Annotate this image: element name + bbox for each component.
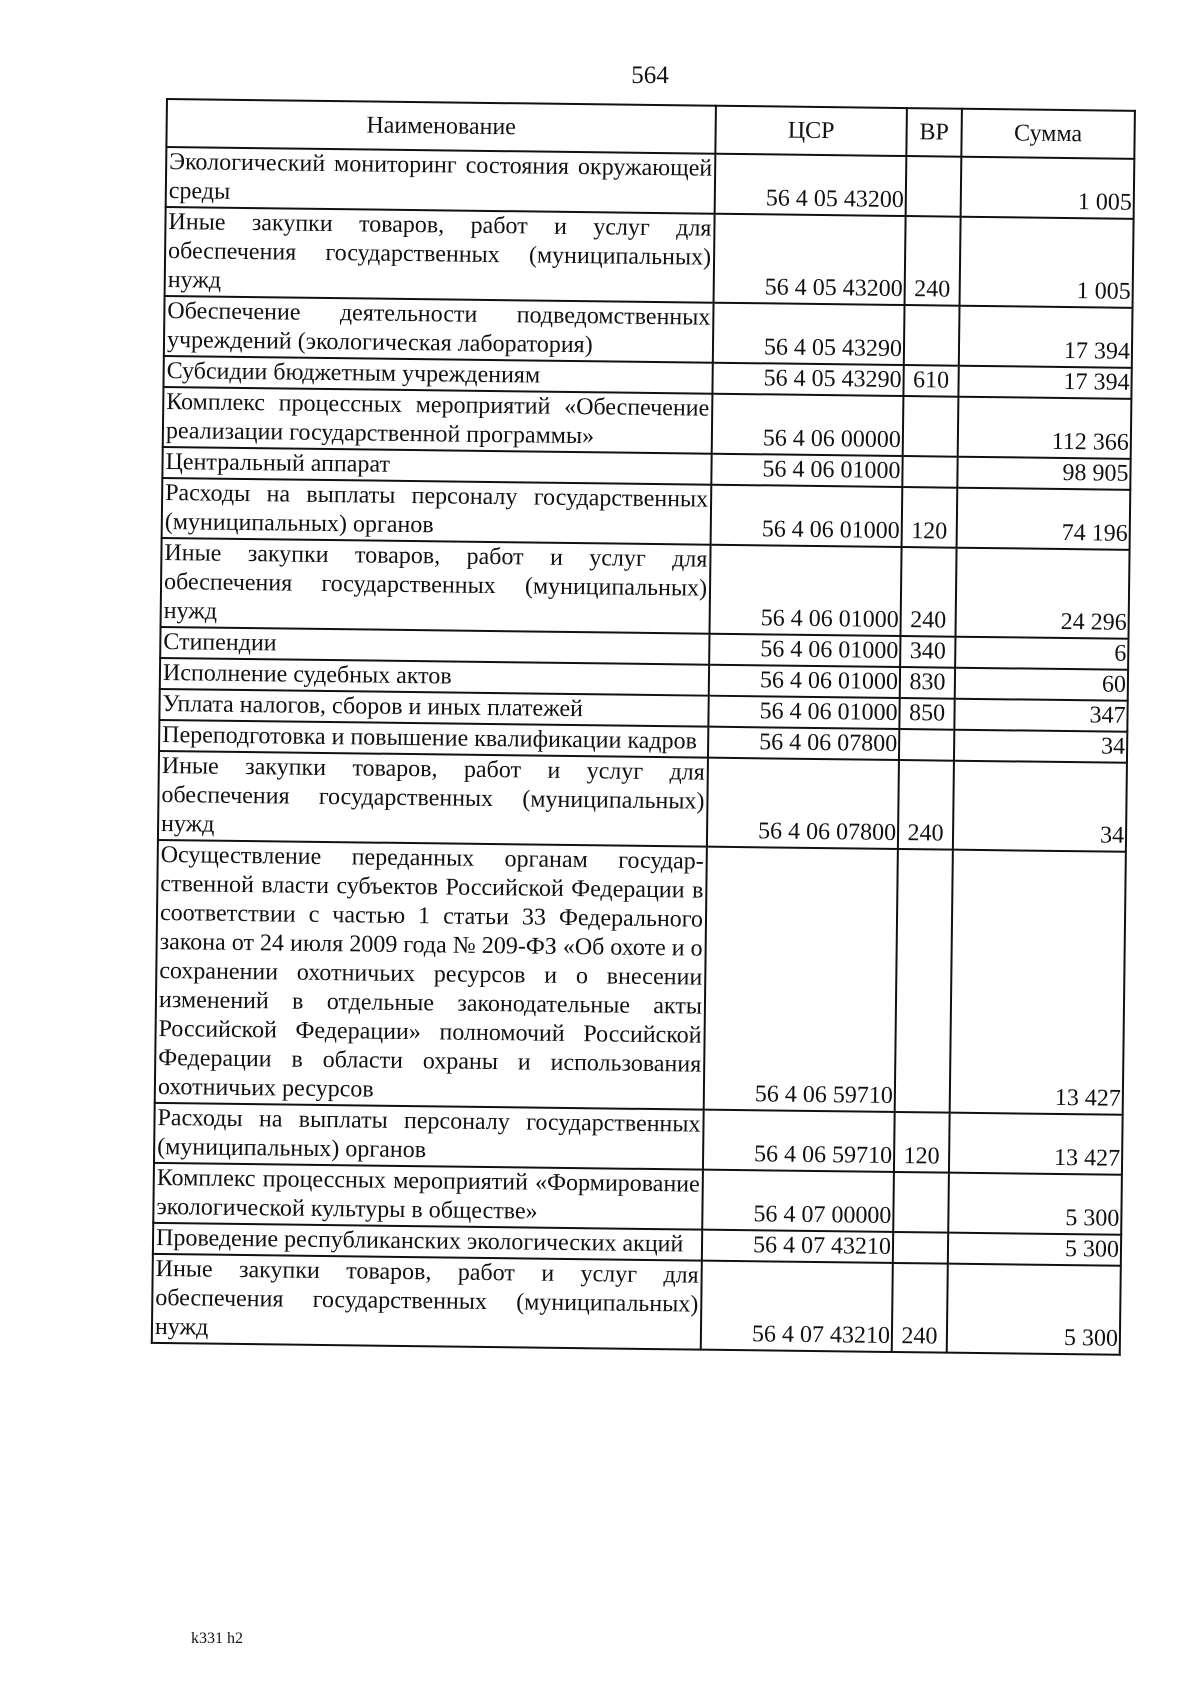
table-row: [158, 751, 1127, 852]
cell-sum: 13 427: [950, 850, 1126, 1115]
cell-csr: 56 4 05 43290: [713, 303, 905, 365]
budget-table-container: [151, 98, 1134, 1356]
cell-vr: 340: [900, 636, 955, 668]
cell-vr: 120: [902, 487, 958, 548]
cell-vr: 610: [903, 365, 958, 397]
cell-csr: 56 4 06 07800: [708, 727, 899, 760]
cell-csr: 56 4 07 43210: [701, 1261, 893, 1352]
cell-name: Исполнение судебных актов: [160, 658, 709, 696]
footer-code: k331 h2: [191, 1630, 243, 1647]
cell-csr: 56 4 06 01000: [709, 545, 901, 636]
cell-vr: [906, 156, 962, 217]
cell-name: Комплекс процессных мероприятий «Обеспечение реализации государственной программы»: [163, 387, 713, 454]
table-row: [155, 840, 1126, 1115]
cell-csr: 56 4 07 00000: [702, 1170, 894, 1232]
cell-sum: 17 394: [958, 366, 1131, 399]
cell-csr: 56 4 07 43210: [702, 1230, 893, 1263]
cell-name: Уплата налогов, сборов и иных платежей: [159, 689, 708, 727]
cell-sum: 112 366: [958, 397, 1132, 459]
cell-sum: 1 005: [961, 157, 1135, 219]
cell-name: Иные закупки товаров, работ и услуг для обеспечения государственных (муниципальных) нужд: [152, 1254, 702, 1350]
cell-vr: 830: [900, 667, 955, 699]
cell-csr: 56 4 06 59710: [703, 1110, 895, 1172]
cell-vr: [895, 849, 953, 1113]
cell-csr: 56 4 06 01000: [711, 485, 903, 547]
cell-sum: 60: [955, 668, 1128, 701]
cell-vr: 240: [898, 760, 954, 850]
cell-name: Центральный аппарат: [162, 447, 711, 485]
cell-sum: 34: [953, 761, 1127, 852]
cell-vr: 240: [900, 547, 956, 637]
cell-name: Проведение республиканских экологических акций: [153, 1223, 702, 1261]
cell-name: Расходы на выплаты персоналу государственных (муниципальных) органов: [162, 478, 712, 545]
cell-vr: 240: [892, 1263, 948, 1353]
cell-vr: [893, 1172, 949, 1233]
table-row: [161, 538, 1130, 639]
cell-name: Иные закупки товаров, работ и услуг для обеспечения государственных (муниципальных) нужд: [158, 751, 708, 847]
header-vr: ВР: [906, 108, 962, 157]
cell-vr: 240: [905, 216, 961, 306]
cell-sum: 98 905: [957, 457, 1130, 490]
cell-name: Субсидии бюджетным учреждениям: [163, 356, 712, 394]
cell-name: Экологический мониторинг состояния окружающей среды: [166, 147, 716, 214]
cell-csr: 56 4 05 43200: [715, 154, 907, 216]
cell-sum: 17 394: [959, 306, 1133, 368]
cell-sum: 13 427: [949, 1113, 1123, 1175]
header-sum: Сумма: [961, 109, 1135, 159]
cell-vr: 850: [899, 698, 954, 730]
cell-vr: [899, 729, 954, 761]
cell-sum: 74 196: [957, 488, 1131, 550]
cell-name: Обеспечение деятельности подведомственных учреждений (экологическая лаборатория): [164, 296, 714, 363]
cell-name: Иные закупки товаров, работ и услуг для обеспечения государственных (муниципальных) нужд: [161, 538, 711, 634]
cell-sum: 1 005: [960, 217, 1134, 308]
cell-sum: 5 300: [948, 1233, 1121, 1266]
cell-name: Стипендии: [160, 627, 709, 665]
cell-sum: 34: [954, 730, 1127, 763]
cell-name: Иные закупки товаров, работ и услуг для обеспечения государственных (муниципальных) нужд: [165, 207, 715, 303]
cell-csr: 56 4 05 43290: [712, 363, 903, 396]
cell-sum: 5 300: [948, 1173, 1122, 1235]
cell-vr: [904, 305, 960, 366]
cell-sum: 24 296: [955, 548, 1129, 639]
page-number: 564: [631, 62, 669, 89]
cell-vr: [903, 396, 959, 457]
cell-csr: 56 4 06 59710: [704, 847, 898, 1112]
cell-csr: 56 4 06 07800: [707, 758, 899, 849]
cell-sum: 5 300: [947, 1264, 1121, 1355]
header-name: Наименование: [166, 99, 716, 154]
cell-vr: 120: [894, 1112, 950, 1173]
table-row: [152, 1254, 1121, 1355]
cell-name: Переподготовка и повышение квалификации кадров: [159, 720, 708, 758]
header-csr: ЦСР: [715, 106, 907, 156]
cell-csr: 56 4 06 01000: [708, 696, 899, 729]
cell-name: Комплекс процессных мероприятий «Формирование экологической культуры в обществе»: [153, 1163, 703, 1230]
cell-sum: 6: [955, 637, 1128, 670]
cell-csr: 56 4 06 01000: [709, 665, 900, 698]
table-row: [165, 207, 1134, 308]
cell-csr: 56 4 05 43200: [714, 214, 906, 305]
table-body: [152, 147, 1135, 1355]
cell-name: Расходы на выплаты персоналу государственных (муниципальных) органов: [154, 1103, 704, 1170]
cell-csr: 56 4 06 01000: [709, 634, 900, 667]
cell-name: Осуществление переданных органам государственной власти субъектов Российской Федерации в соответствии с частью 1 статьи 33 Федерального закона от 24 июля 2009 года № 209-ФЗ «Об охоте и о сохранении охотничьих ресурсов и о внесении изменений в отдельные законодательные акты Российской Федерации» полномочий Российской Федерации в области охраны и использования охотничьих ресурсов: [155, 840, 707, 1110]
cell-vr: [893, 1232, 948, 1264]
budget-table: [151, 98, 1136, 1356]
cell-sum: 347: [954, 699, 1127, 732]
cell-csr: 56 4 06 01000: [711, 454, 902, 487]
cell-csr: 56 4 06 00000: [712, 394, 904, 456]
cell-vr: [902, 456, 957, 488]
